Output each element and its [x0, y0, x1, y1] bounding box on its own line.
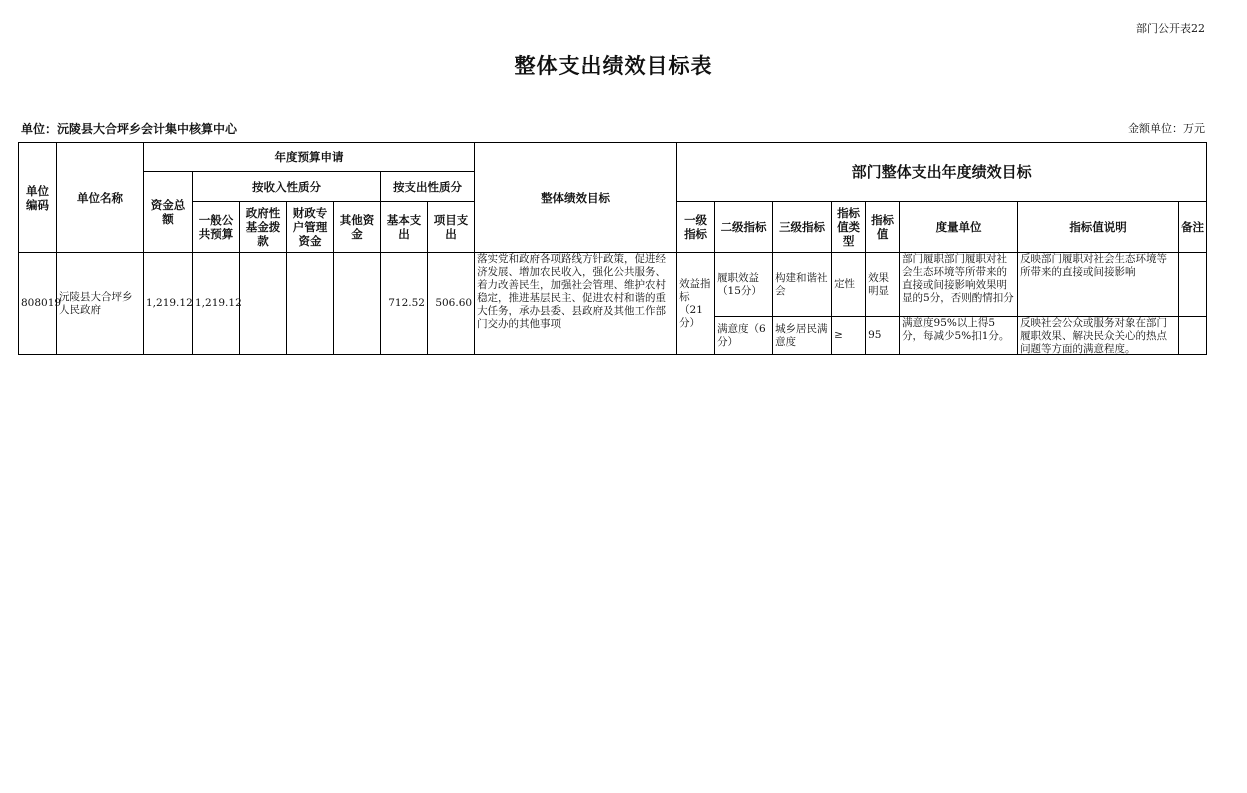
- cell-total-funds: 1,219.12: [144, 253, 193, 355]
- header-dept-goal: 部门整体支出年度绩效目标: [677, 143, 1207, 202]
- header-level1: 一级指标: [677, 202, 715, 253]
- header-other-fund: 其他资金: [334, 202, 381, 253]
- cell-measure-text: 满意度95%以上得5分，每减少5%扣1分。: [902, 317, 1010, 342]
- header-level2: 二级指标: [715, 202, 773, 253]
- cell-overall-goal: 落实党和政府各项路线方针政策，促进经济发展、增加农民收入，强化公共服务、着力改善民生，加强社会管理、维护农村稳定，推进基层民主、促进农村和谐的重大任务，承办县委、县政府及其他工作部门交办的其他事项: [475, 253, 677, 355]
- reporting-unit: 单位：沅陵县大合坪乡会计集中核算中心: [21, 122, 238, 136]
- cell-value-desc: [1018, 317, 1179, 355]
- header-value-type: 指标值类型: [832, 202, 866, 253]
- header-unit-name: 单位名称: [57, 143, 144, 253]
- header-basic-expense: 基本支出: [381, 202, 428, 253]
- amount-unit: 金额单位：万元: [1128, 122, 1205, 135]
- cell-basic-expense: 712.52: [381, 253, 428, 355]
- cell-measure: [900, 253, 1018, 317]
- cell-measure-text: 部门履职部门履职对社会生态环境等所带来的直接或间接影响效果明显的5分，否则酌情扣分: [902, 253, 1014, 304]
- cell-remark: [1179, 253, 1207, 317]
- cell-value-desc-text: 反映社会公众或服务对象在部门履职效果、解决民众关心的热点问题等方面的满意程度。: [1020, 317, 1168, 355]
- header-annual-budget: 年度预算申请: [144, 143, 475, 172]
- header-gov-fund: 政府性基金拨款: [240, 202, 287, 253]
- header-project-expense: 项目支出: [428, 202, 475, 253]
- form-number: 部门公开表22: [1136, 22, 1205, 35]
- cell-remark: [1179, 317, 1207, 355]
- cell-level2: 满意度（6分）: [715, 317, 773, 355]
- header-level3: 三级指标: [773, 202, 832, 253]
- header-value-desc: 指标值说明: [1018, 202, 1179, 253]
- cell-general-budget: 1,219.12: [193, 253, 240, 355]
- header-general-budget: 一般公共预算: [193, 202, 240, 253]
- cell-value-desc: 反映部门履职对社会生态环境等所带来的直接或间接影响: [1018, 253, 1179, 317]
- cell-value-type: 定性: [832, 253, 866, 317]
- page-title: 整体支出绩效目标表: [514, 54, 713, 78]
- header-by-expense: 按支出性质分: [381, 172, 475, 202]
- cell-level2: 履职效益（15分）: [715, 253, 773, 317]
- header-overall-goal: 整体绩效目标: [475, 143, 677, 253]
- cell-value: 95: [866, 317, 900, 355]
- cell-value-type: ≥: [832, 317, 866, 355]
- cell-level3: 城乡居民满意度: [773, 317, 832, 355]
- header-measure-unit: 度量单位: [900, 202, 1018, 253]
- cell-gov-fund: [240, 253, 287, 355]
- performance-table: [18, 142, 1207, 355]
- header-value: 指标值: [866, 202, 900, 253]
- cell-unit-code: 808019: [19, 253, 57, 355]
- header-remark: 备注: [1179, 202, 1207, 253]
- header-total-funds: 资金总额: [144, 172, 193, 253]
- header-unit-code: 单位编码: [19, 143, 57, 253]
- cell-level1: 效益指标（21分）: [677, 253, 715, 355]
- cell-unit-name: 沅陵县大合坪乡人民政府: [57, 253, 144, 355]
- header-by-income: 按收入性质分: [193, 172, 381, 202]
- table-row: [19, 253, 1207, 317]
- cell-other-fund: [334, 253, 381, 355]
- cell-value: 效果明显: [866, 253, 900, 317]
- header-special-fund: 财政专户管理资金: [287, 202, 334, 253]
- cell-level3: 构建和谐社会: [773, 253, 832, 317]
- cell-project-expense: 506.60: [428, 253, 475, 355]
- cell-special-fund: [287, 253, 334, 355]
- cell-measure: [900, 317, 1018, 355]
